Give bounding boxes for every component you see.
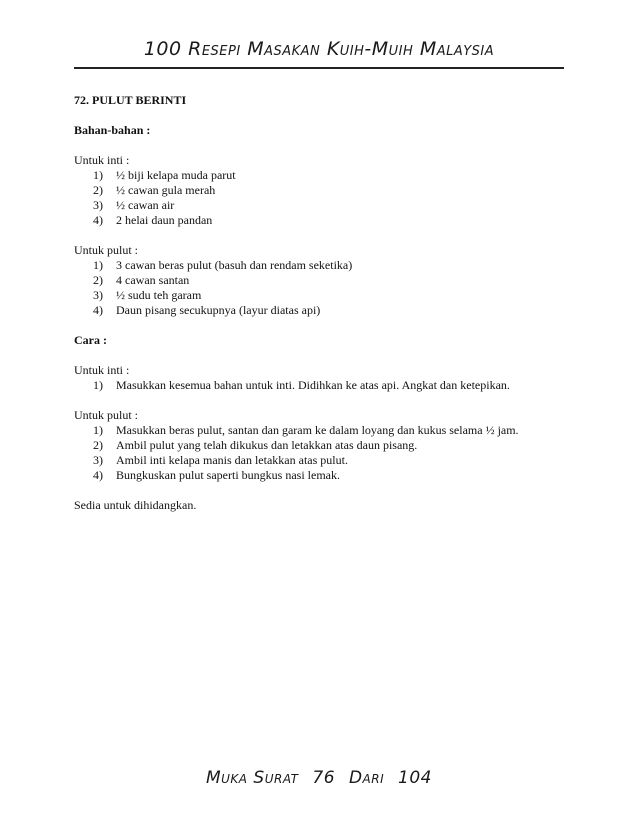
recipe-title: 72. PULUT BERINTI [74,93,187,107]
list-item-text: ½ cawan gula merah [116,183,216,197]
list-item-number: 1) [93,168,103,182]
list-item [74,438,564,453]
footer-prefix: Muka Surat [205,768,299,788]
list-item-number: 1) [93,423,103,437]
pulut-method-list [74,423,564,483]
list-item-text: ½ sudu teh garam [116,288,202,302]
list-item [74,303,564,318]
list-item [74,468,564,483]
list-item-text: ½ biji kelapa muda parut [116,168,236,182]
list-item [74,213,564,228]
pulut-method-label: Untuk pulut : [74,408,139,422]
header-divider [74,67,564,69]
list-item [74,423,564,438]
list-item-number: 2) [93,438,103,452]
inti-method-list [74,378,564,393]
list-item-text: 3 cawan beras pulut (basuh dan rendam seketika) [116,258,353,272]
list-item [74,183,564,198]
list-item-number: 2) [93,273,103,287]
list-item [74,258,564,273]
footer-of: Dari [348,768,385,788]
list-item [74,198,564,213]
ingredients-heading: Bahan-bahan : [74,123,151,137]
list-item-number: 3) [93,453,103,467]
list-item-number: 2) [93,183,103,197]
recipe-content [74,93,564,513]
inti-ingredients-list [74,168,564,228]
closing-note: Sedia untuk dihidangkan. [74,498,197,512]
inti-method-label: Untuk inti : [74,363,130,377]
list-item-number: 3) [93,288,103,302]
list-item [74,453,564,468]
list-item [74,378,564,393]
list-item-text: Masukkan beras pulut, santan dan garam ke dalam loyang dan kukus selama ½ jam. [116,423,519,437]
method-heading: Cara : [74,333,107,347]
page-header-title: 100 Resepi Masakan Kuih-Muih Malaysia [143,38,495,60]
list-item-number: 4) [93,213,103,227]
list-item-text: 4 cawan santan [116,273,190,287]
list-item [74,273,564,288]
list-item-text: 2 helai daun pandan [116,213,213,227]
page-footer [0,768,638,788]
list-item-number: 4) [93,303,103,317]
list-item-number: 3) [93,198,103,212]
list-item-number: 4) [93,468,103,482]
list-item-text: Ambil inti kelapa manis dan letakkan atas pulut. [116,453,348,467]
list-item-text: Daun pisang secukupnya (layur diatas api) [116,303,321,317]
pulut-ingredients-label: Untuk pulut : [74,243,139,257]
list-item [74,288,564,303]
footer-page-number: 76 [312,768,336,788]
list-item-number: 1) [93,258,103,272]
list-item-text: Ambil pulut yang telah dikukus dan letakkan atas daun pisang. [116,438,418,452]
list-item-text: ½ cawan air [116,198,175,212]
list-item-text: Masukkan kesemua bahan untuk inti. Didihkan ke atas api. Angkat dan ketepikan. [116,378,510,392]
footer-total-pages: 104 [398,768,432,788]
inti-ingredients-label: Untuk inti : [74,153,130,167]
list-item-text: Bungkuskan pulut saperti bungkus nasi lemak. [116,468,340,482]
list-item-number: 1) [93,378,103,392]
list-item [74,168,564,183]
pulut-ingredients-list [74,258,564,318]
